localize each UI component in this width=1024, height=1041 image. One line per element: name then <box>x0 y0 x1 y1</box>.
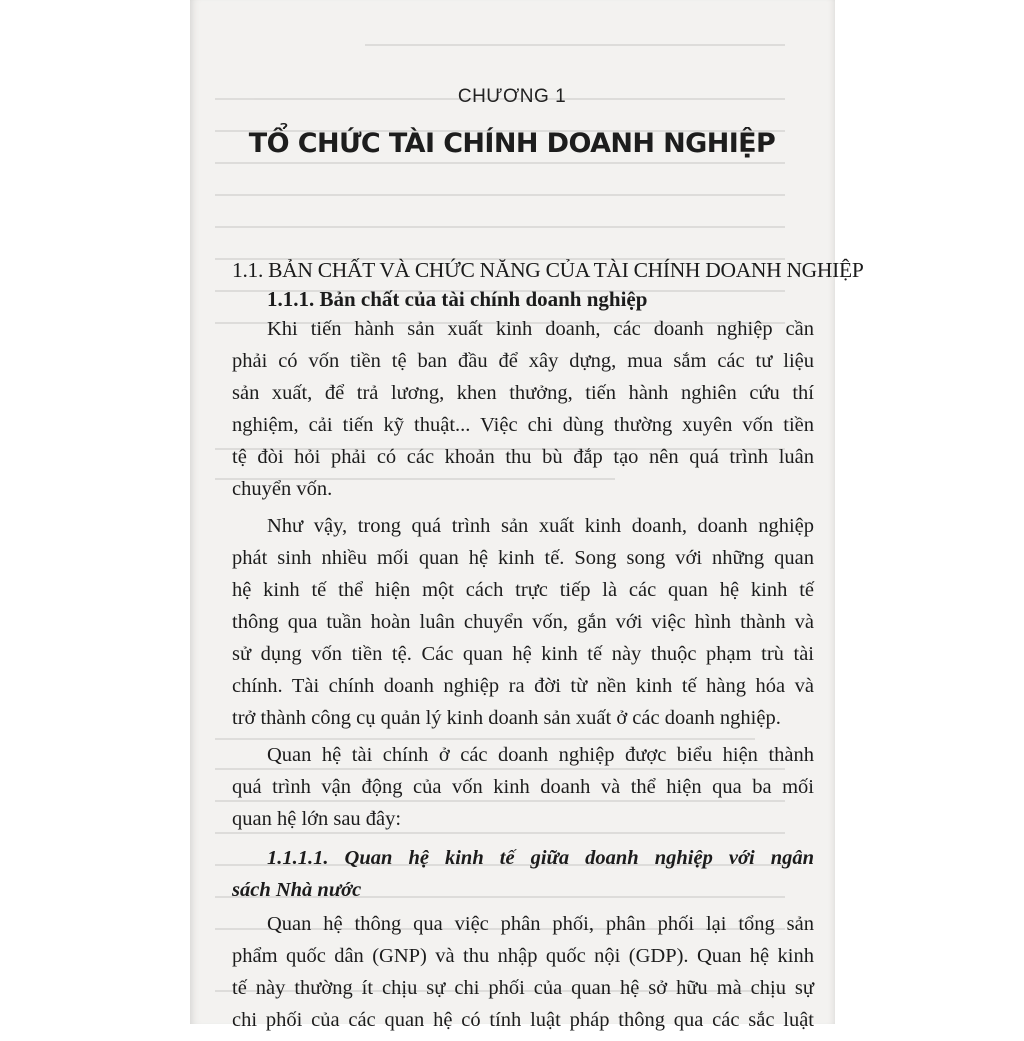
paragraph-line: phát sinh nhiều mối quan hệ kinh tế. Song song với những quan <box>232 547 814 569</box>
paragraph-line: quá trình vận động của vốn kinh doanh và thể hiện qua ba mối <box>232 776 814 798</box>
paragraph-line: chi phối của các quan hệ có tính luật pháp thông qua các sắc luật <box>232 1009 814 1031</box>
chapter-label: CHƯƠNG 1 <box>457 86 567 107</box>
paragraph-line: chuyển vốn. <box>232 478 333 500</box>
paragraph-line: hệ kinh tế thể hiện một cách trực tiếp là các quan hệ kinh tế <box>232 579 814 601</box>
paragraph-line: phải có vốn tiền tệ ban đầu để xây dựng, mua sắm các tư liệu <box>232 350 814 372</box>
paragraph-line: tệ đòi hỏi phải có các khoản thu bù đắp tạo nên quá trình luân <box>232 446 814 468</box>
paragraph-line: trở thành công cụ quản lý kinh doanh sản xuất ở các doanh nghiệp. <box>232 707 781 729</box>
paragraph-line: phẩm quốc dân (GNP) và thu nhập quốc nội (GDP). Quan hệ kinh <box>232 945 814 967</box>
paragraph-line: nghiệm, cải tiến kỹ thuật... Việc chi dùng thường xuyên vốn tiền <box>232 414 814 436</box>
subsubsection-heading: 1.1.1.1. Quan hệ kinh tế giữa doanh nghiệp với ngân <box>267 847 814 869</box>
paragraph-line: tế này thường ít chịu sự chi phối của quan hệ sở hữu mà chịu sự <box>232 977 814 999</box>
paragraph-line: sản xuất, để trả lương, khen thưởng, tiến hành nghiên cứu thí <box>232 382 814 404</box>
paragraph-line: thông qua tuần hoàn luân chuyển vốn, gắn với việc hình thành và <box>232 611 814 633</box>
paragraph-line: Quan hệ tài chính ở các doanh nghiệp được biểu hiện thành <box>267 744 814 766</box>
paragraph-line: sử dụng vốn tiền tệ. Các quan hệ kinh tế này thuộc phạm trù tài <box>232 643 814 665</box>
paragraph-line: chính. Tài chính doanh nghiệp ra đời từ nền kinh tế hàng hóa và <box>232 675 814 697</box>
paragraph-line: Như vậy, trong quá trình sản xuất kinh doanh, doanh nghiệp <box>267 515 814 537</box>
section-heading: 1.1. BẢN CHẤT VÀ CHỨC NĂNG CỦA TÀI CHÍNH DOANH NGHIỆP <box>232 258 864 282</box>
paragraph-line: Quan hệ thông qua việc phân phối, phân phối lại tổng sản <box>267 913 814 935</box>
paragraph-line: quan hệ lớn sau đây: <box>232 808 402 830</box>
subsubsection-heading-cont: sách Nhà nước <box>232 879 362 901</box>
subsection-heading: 1.1.1. Bản chất của tài chính doanh nghiệp <box>267 287 648 311</box>
paragraph-line: Khi tiến hành sản xuất kinh doanh, các doanh nghiệp cần <box>267 318 814 340</box>
chapter-title: TỔ CHỨC TÀI CHÍNH DOANH NGHIỆP <box>248 128 776 159</box>
